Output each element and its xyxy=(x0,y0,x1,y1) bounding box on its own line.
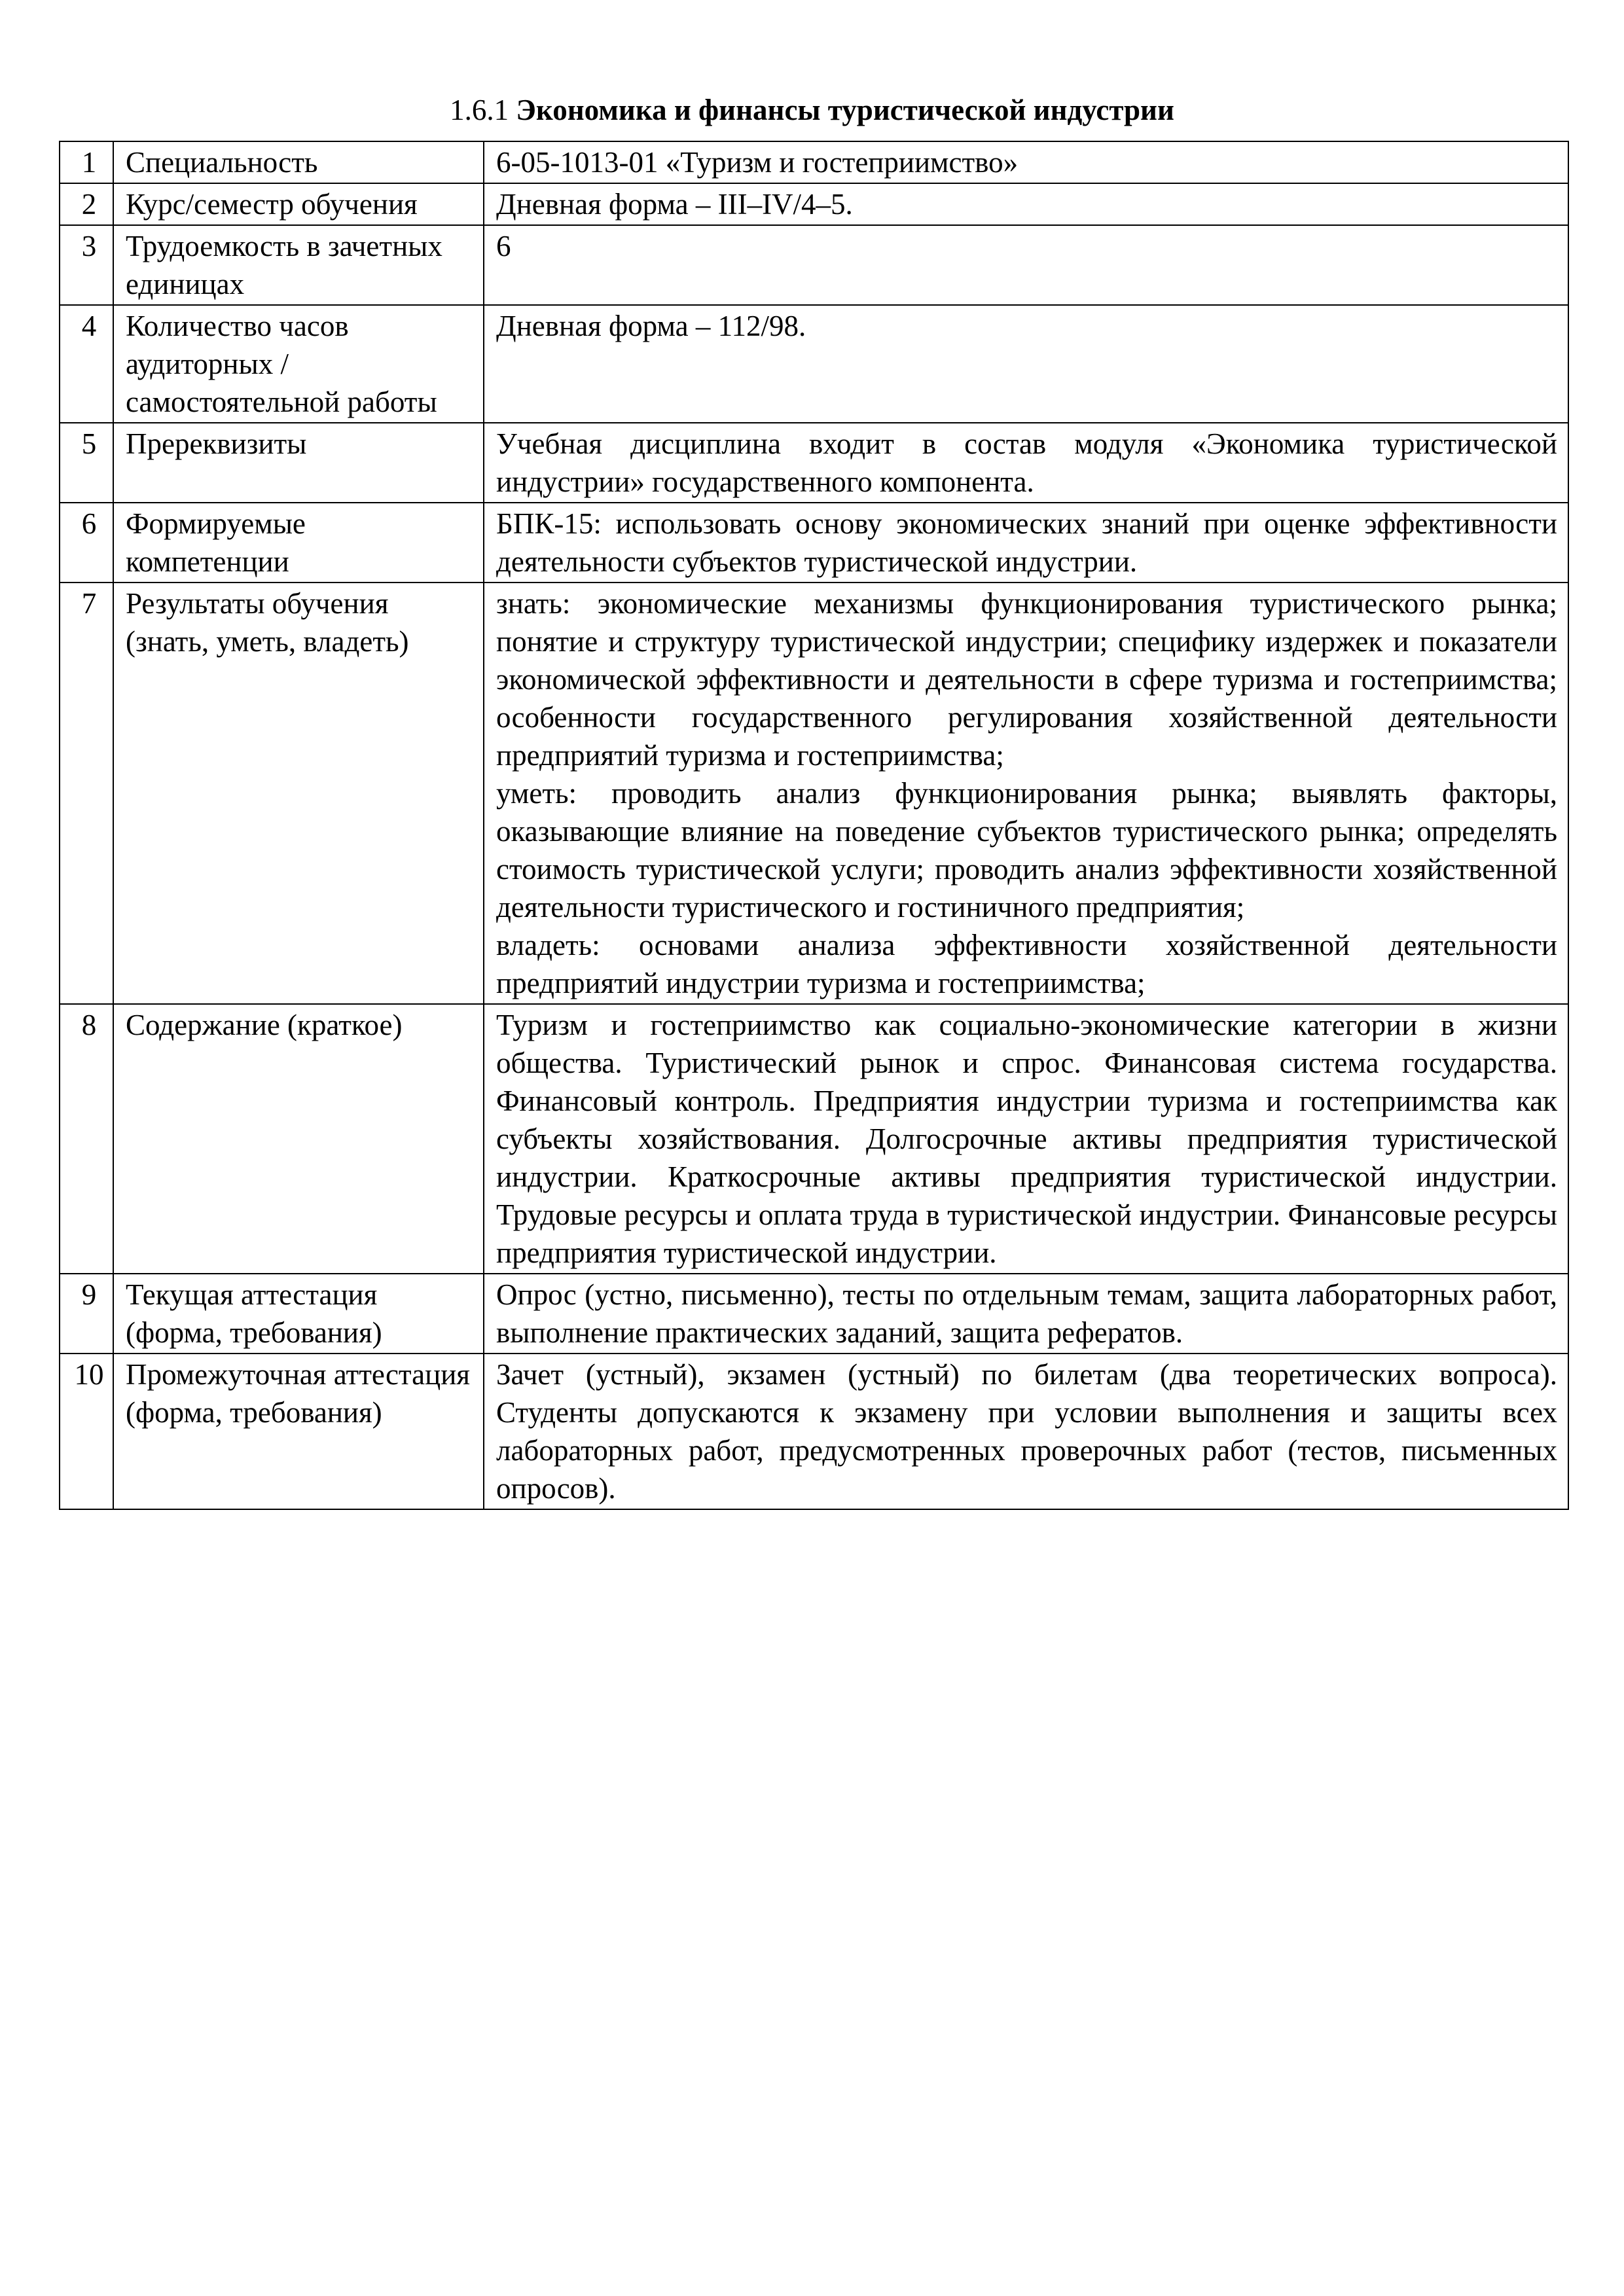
row-number: 4 xyxy=(60,305,113,423)
row-value xyxy=(484,583,1568,1004)
row-label: Количество часов аудиторных / самостоятельной работы xyxy=(113,305,484,423)
row-value xyxy=(484,1274,1568,1354)
row-value-text: Опрос (устно, письменно), тесты по отдельным темам, защита лабораторных работ, выполнение практических заданий, защита рефератов. xyxy=(496,1278,1557,1349)
row-value-text: Дневная форма – 112/98. xyxy=(496,310,806,342)
row-label: Трудоемкость в зачетных единицах xyxy=(113,225,484,305)
row-number: 3 xyxy=(60,225,113,305)
table-row xyxy=(60,183,1568,225)
row-label: Текущая аттестация (форма, требования) xyxy=(113,1274,484,1354)
row-number: 5 xyxy=(60,423,113,503)
row-label: Результаты обучения (знать, уметь, владеть) xyxy=(113,583,484,1004)
row-number: 2 xyxy=(60,183,113,225)
table-row xyxy=(60,503,1568,583)
row-value xyxy=(484,503,1568,583)
row-label: Промежуточная аттестация (форма, требования) xyxy=(113,1354,484,1509)
row-number: 10 xyxy=(60,1354,113,1509)
row-value xyxy=(484,1354,1568,1509)
row-value-text: Дневная форма – III–IV/4–5. xyxy=(496,188,853,221)
row-value xyxy=(484,141,1568,183)
row-value-text: БПК-15: использовать основу экономических знаний при оценке эффективности деятельности субъектов туристической индустрии. xyxy=(496,507,1557,578)
row-number: 1 xyxy=(60,141,113,183)
row-number: 9 xyxy=(60,1274,113,1354)
row-value-text: Туризм и гостеприимство как социально-экономические категории в жизни общества. Туристический рынок и спрос. Финансовая система государства. Финансовый контроль. Предприятия индустрии туризма и гостеприимства как субъекты хозяйствования. Долгосрочные активы предприятия туристической индустрии. Краткосрочные активы предприятия туристической индустрии. Трудовые ресурсы и оплата труда в туристической индустрии. Финансовые ресурсы предприятия туристической индустрии. xyxy=(496,1009,1557,1269)
table-row xyxy=(60,141,1568,183)
learning-outcome-know: знать: экономические механизмы функционирования туристического рынка; понятие и структуру туристической индустрии; специфику издержек и показатели экономической эффективности и деятельности в сфере туризма и гостеприимства; особенности государственного регулирования хозяйственной деятельности предприятий туризма и гостеприимства; xyxy=(496,587,1557,772)
row-label: Содержание (краткое) xyxy=(113,1004,484,1274)
row-number: 7 xyxy=(60,583,113,1004)
table-row xyxy=(60,225,1568,305)
row-value-text: 6 xyxy=(496,230,511,262)
row-value-text: Учебная дисциплина входит в состав модуля «Экономика туристической индустрии» государственного компонента. xyxy=(496,427,1557,498)
row-label: Формируемые компетенции xyxy=(113,503,484,583)
learning-outcome-master: владеть: основами анализа эффективности хозяйственной деятельности предприятий индустрии туризма и гостеприимства; xyxy=(496,929,1557,999)
row-number: 6 xyxy=(60,503,113,583)
table-row xyxy=(60,423,1568,503)
table-row xyxy=(60,1004,1568,1274)
row-label: Пререквизиты xyxy=(113,423,484,503)
row-value xyxy=(484,423,1568,503)
row-value xyxy=(484,225,1568,305)
discipline-title: Экономика и финансы туристической индустрии xyxy=(516,94,1174,126)
row-label: Курс/семестр обучения xyxy=(113,183,484,225)
table-row xyxy=(60,1274,1568,1354)
table-row xyxy=(60,305,1568,423)
table-row xyxy=(60,583,1568,1004)
learning-outcome-can: уметь: проводить анализ функционирования рынка; выявлять факторы, оказывающие влияние на поведение субъектов туристического рынка; определять стоимость туристической услуги; проводить анализ эффективности хозяйственной деятельности туристического и гостиничного предприятия; xyxy=(496,777,1557,924)
row-number: 8 xyxy=(60,1004,113,1274)
row-value xyxy=(484,1004,1568,1274)
row-value xyxy=(484,305,1568,423)
row-value-text: 6-05-1013-01 «Туризм и гостеприимство» xyxy=(496,146,1019,179)
row-label: Специальность xyxy=(113,141,484,183)
row-value xyxy=(484,183,1568,225)
syllabus-table xyxy=(59,141,1569,1510)
page-title xyxy=(0,90,1624,130)
table-row xyxy=(60,1354,1568,1509)
section-number: 1.6.1 xyxy=(450,94,509,126)
row-value-text: Зачет (устный), экзамен (устный) по билетам (два теоретических вопроса). Студенты допускаются к экзамену при условии выполнения и защиты всех лабораторных работ, предусмотренных проверочных работ (тестов, письменных опросов). xyxy=(496,1358,1557,1505)
